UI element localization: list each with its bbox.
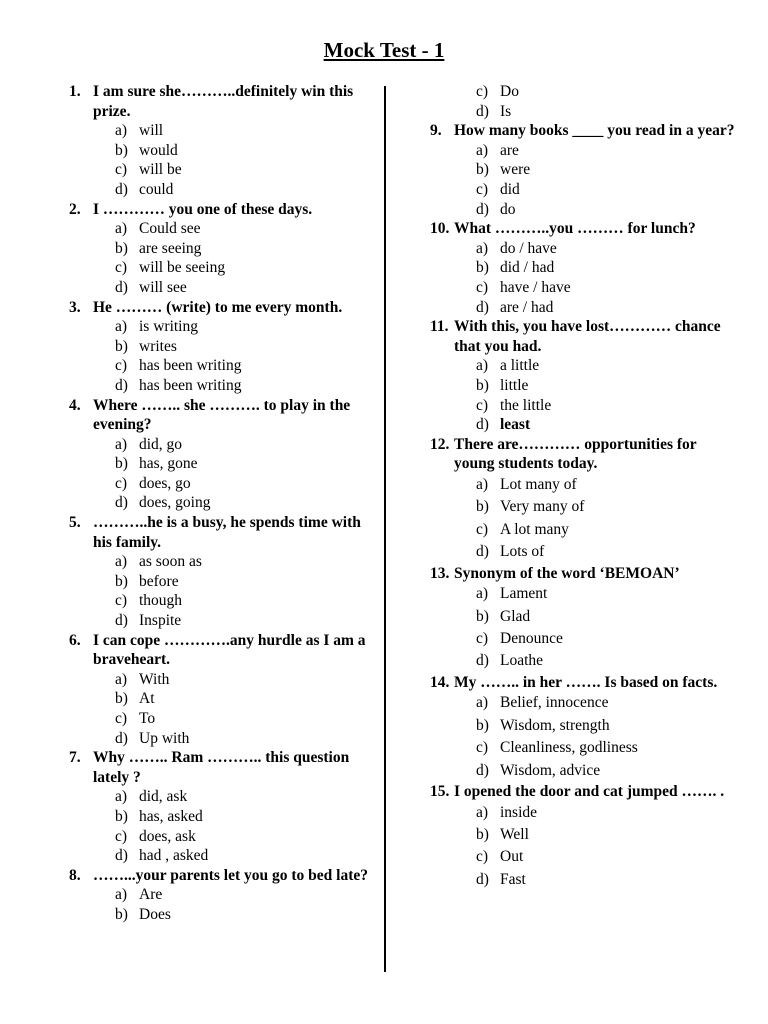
- answer-option: [69, 611, 369, 631]
- question-text: I ………… you one of these days.: [93, 200, 313, 218]
- question-item: [69, 82, 369, 200]
- option-letter: d): [476, 870, 489, 888]
- option-text: Inspite: [139, 612, 182, 630]
- answer-option: [69, 827, 369, 847]
- question-number: 3.: [69, 298, 81, 316]
- answer-option: [430, 200, 740, 220]
- option-text: Wisdom, strength: [500, 716, 610, 734]
- question-text: Synonym of the word ‘BEMOAN’: [454, 564, 680, 582]
- question-text-row: [69, 396, 369, 435]
- question-text: I opened the door and cat jumped ……. .: [454, 782, 725, 800]
- question-text: ………..he is a busy, he spends time with his family.: [93, 514, 361, 551]
- options-list: [430, 583, 740, 673]
- answer-option: [430, 102, 740, 122]
- option-letter: c): [476, 848, 489, 866]
- answer-option: [69, 591, 369, 611]
- option-letter: c): [476, 520, 489, 538]
- options-list: [430, 141, 740, 219]
- answer-option: [69, 787, 369, 807]
- question-text-row: [430, 219, 740, 239]
- question-text-row: [430, 564, 740, 584]
- left-column: [69, 82, 369, 925]
- question-text: Why …….. Ram ……….. this question lately ?: [93, 749, 350, 786]
- options-list: [69, 670, 369, 748]
- option-text: has been writing: [139, 357, 242, 375]
- answer-option: [69, 670, 369, 690]
- question-item: [430, 564, 740, 673]
- option-letter: b): [115, 690, 128, 708]
- option-text: does, ask: [139, 827, 196, 845]
- question-number: 15.: [430, 782, 450, 800]
- options-list: [430, 239, 740, 317]
- answer-option: [69, 317, 369, 337]
- answer-option: [430, 258, 740, 278]
- option-letter: d): [115, 847, 128, 865]
- answer-option: [430, 519, 740, 541]
- answer-option: [430, 160, 740, 180]
- option-letter: b): [476, 498, 489, 516]
- question-number: 2.: [69, 200, 81, 218]
- option-text: does, going: [139, 494, 211, 512]
- answer-option: [69, 219, 369, 239]
- question-item: [69, 513, 369, 631]
- question-text: I can cope ………….any hurdle as I am a braveheart.: [93, 631, 366, 669]
- question-item: [430, 782, 740, 891]
- option-letter: d): [115, 729, 128, 747]
- option-text: Lament: [500, 585, 548, 603]
- option-letter: c): [115, 592, 128, 610]
- answer-option: [69, 729, 369, 749]
- question-number: 11.: [430, 318, 449, 336]
- question-text-row: [69, 200, 369, 220]
- option-text: Do: [500, 83, 519, 100]
- options-list: [430, 474, 740, 564]
- option-text: With: [139, 670, 170, 688]
- options-list: [69, 317, 369, 395]
- answer-option: [69, 180, 369, 200]
- option-text: Is: [500, 102, 512, 120]
- option-text: have / have: [500, 278, 571, 296]
- question-item: [430, 673, 740, 782]
- answer-option: [69, 121, 369, 141]
- answer-option: [430, 583, 740, 605]
- option-letter: a): [115, 553, 128, 571]
- option-text: will be: [139, 161, 182, 179]
- answer-option: [430, 396, 740, 416]
- option-text: will: [139, 122, 164, 140]
- option-letter: c): [115, 161, 128, 179]
- question-number: 7.: [69, 749, 81, 767]
- option-text: Fast: [500, 870, 526, 888]
- option-letter: c): [115, 474, 128, 492]
- option-letter: c): [115, 710, 128, 727]
- option-text: will be seeing: [139, 259, 226, 277]
- answer-option: [69, 435, 369, 455]
- answer-option: [69, 474, 369, 494]
- option-text: did, ask: [139, 788, 188, 806]
- options-list: [430, 692, 740, 782]
- question-text: I am sure she………..definitely win this prize.: [93, 83, 354, 120]
- option-letter: b): [115, 141, 128, 159]
- option-letter: a): [115, 670, 128, 688]
- question-text-row: [69, 82, 369, 121]
- option-letter: b): [476, 161, 489, 179]
- question-text-row: [430, 317, 740, 356]
- question-text-row: [69, 298, 369, 318]
- question-text-row: [69, 631, 369, 670]
- option-text: Loathe: [500, 652, 544, 670]
- option-text: Up with: [139, 729, 190, 747]
- option-letter: d): [476, 543, 489, 561]
- answer-option: [430, 802, 740, 824]
- option-letter: c): [476, 180, 489, 198]
- option-text: will see: [139, 278, 187, 296]
- answer-option: [430, 496, 740, 518]
- option-text: had , asked: [139, 847, 209, 865]
- question-item: [69, 200, 369, 298]
- option-letter: b): [476, 607, 489, 625]
- question-number: 14.: [430, 673, 450, 691]
- question-item: [430, 317, 740, 435]
- answer-option: [69, 709, 369, 729]
- option-letter: d): [476, 416, 489, 434]
- option-text: Well: [500, 825, 529, 843]
- option-text: before: [139, 572, 179, 590]
- option-text: were: [500, 161, 531, 179]
- answer-option: [430, 692, 740, 714]
- question-number: 13.: [430, 564, 450, 582]
- option-letter: c): [476, 739, 489, 757]
- options-list: [430, 802, 740, 892]
- question-item: [430, 121, 740, 219]
- option-letter: d): [115, 612, 128, 630]
- option-text: does, go: [139, 474, 191, 492]
- option-letter: a): [476, 141, 489, 159]
- answer-option: [430, 239, 740, 259]
- option-text: would: [139, 141, 178, 159]
- option-letter: a): [115, 886, 128, 904]
- option-text: least: [500, 416, 531, 434]
- option-text: Denounce: [500, 629, 563, 647]
- option-text: Lots of: [500, 543, 545, 561]
- option-text: has, asked: [139, 807, 203, 825]
- option-letter: c): [476, 278, 489, 296]
- option-letter: a): [115, 788, 128, 806]
- question-text: He ……… (write) to me every month.: [93, 298, 343, 316]
- option-text: did: [500, 180, 520, 198]
- answer-option: [69, 141, 369, 161]
- question-item: [430, 435, 740, 564]
- option-letter: a): [115, 122, 128, 140]
- option-letter: b): [115, 807, 128, 825]
- question-item: [430, 219, 740, 317]
- option-letter: a): [476, 239, 489, 257]
- question-text-row: [69, 748, 369, 787]
- question-number: 1.: [69, 83, 81, 100]
- options-list: [69, 219, 369, 297]
- answer-option: [430, 180, 740, 200]
- answer-option: [430, 760, 740, 782]
- option-letter: b): [115, 905, 128, 923]
- question-item: [69, 748, 369, 866]
- option-letter: a): [476, 694, 489, 712]
- question-number: 4.: [69, 396, 81, 414]
- options-list: [69, 552, 369, 630]
- question-item: [69, 298, 369, 396]
- option-text: are seeing: [139, 239, 202, 257]
- option-text: Are: [139, 886, 163, 904]
- answer-option: [69, 376, 369, 396]
- option-letter: c): [115, 259, 128, 277]
- option-letter: a): [115, 220, 128, 238]
- question-number: 6.: [69, 631, 81, 649]
- option-text: did, go: [139, 435, 183, 453]
- answer-option: [69, 278, 369, 298]
- question-text: With this, you have lost………… chance that you had.: [454, 318, 721, 355]
- option-text: writes: [139, 337, 177, 355]
- option-letter: d): [476, 652, 489, 670]
- option-letter: c): [476, 629, 489, 647]
- option-letter: d): [476, 102, 489, 120]
- answer-option: [69, 356, 369, 376]
- option-letter: d): [115, 180, 128, 198]
- answer-option: [430, 715, 740, 737]
- question-text: What ………..you ……… for lunch?: [454, 220, 696, 238]
- question-text-row: [69, 866, 369, 886]
- question-text-row: [69, 513, 369, 552]
- option-text: are: [500, 141, 519, 159]
- question-item: [69, 631, 369, 749]
- option-letter: a): [476, 475, 489, 493]
- question-number: 10.: [430, 220, 450, 238]
- answer-option: [69, 239, 369, 259]
- option-text: Very many of: [500, 498, 585, 516]
- option-letter: a): [115, 435, 128, 453]
- option-text: Does: [139, 905, 171, 923]
- answer-option: [430, 541, 740, 563]
- option-text: a little: [500, 357, 540, 375]
- question-number: 9.: [430, 122, 442, 140]
- answer-option: [430, 628, 740, 650]
- answer-option: [430, 650, 740, 672]
- options-list: [69, 787, 369, 865]
- option-letter: a): [476, 585, 489, 603]
- option-text: Lot many of: [500, 475, 577, 493]
- option-letter: d): [115, 376, 128, 394]
- answer-option: [69, 807, 369, 827]
- option-text: are / had: [500, 298, 554, 316]
- answer-option: [430, 82, 740, 102]
- option-text: though: [139, 592, 183, 610]
- question-item: [69, 866, 369, 925]
- option-letter: d): [115, 494, 128, 512]
- question-text: My …….. in her ……. Is based on facts.: [454, 673, 718, 691]
- answer-option: [69, 258, 369, 278]
- answer-option: [69, 493, 369, 513]
- option-letter: c): [476, 83, 489, 100]
- option-letter: b): [115, 337, 128, 355]
- option-letter: b): [476, 259, 489, 277]
- answer-option: [69, 337, 369, 357]
- option-letter: d): [476, 200, 489, 218]
- option-text: To: [139, 710, 156, 727]
- answer-option: [430, 824, 740, 846]
- answer-option: [69, 552, 369, 572]
- option-letter: b): [476, 376, 489, 394]
- option-text: did / had: [500, 259, 555, 277]
- question-number: 8.: [69, 866, 81, 884]
- options-list: [69, 885, 369, 924]
- option-letter: a): [476, 357, 489, 375]
- answer-option: [430, 356, 740, 376]
- options-list: [69, 435, 369, 513]
- answer-option: [69, 905, 369, 925]
- option-letter: b): [115, 455, 128, 473]
- option-text: Out: [500, 848, 524, 866]
- continued-options: [430, 82, 740, 121]
- option-text: At: [139, 690, 155, 708]
- option-text: inside: [500, 803, 538, 821]
- option-letter: b): [115, 239, 128, 257]
- answer-option: [430, 141, 740, 161]
- column-divider: [384, 86, 386, 972]
- option-text: Glad: [500, 607, 531, 625]
- option-letter: c): [115, 827, 128, 845]
- answer-option: [430, 869, 740, 891]
- options-list: [430, 356, 740, 434]
- option-text: could: [139, 180, 174, 198]
- page-title: Mock Test - 1: [323, 38, 445, 62]
- option-letter: b): [115, 572, 128, 590]
- option-letter: d): [115, 278, 128, 296]
- answer-option: [69, 689, 369, 709]
- answer-option: [69, 572, 369, 592]
- options-list: [69, 121, 369, 199]
- option-letter: d): [476, 298, 489, 316]
- question-number: 12.: [430, 435, 450, 453]
- answer-option: [430, 415, 740, 435]
- option-text: Wisdom, advice: [500, 761, 601, 779]
- answer-option: [430, 474, 740, 496]
- option-text: A lot many: [500, 520, 569, 538]
- question-text: Where …….. she ………. to play in the evening?: [93, 396, 351, 434]
- question-text: There are………… opportunities for young students today.: [454, 435, 697, 473]
- option-letter: a): [115, 318, 128, 336]
- question-text: ……...your parents let you go to bed late?: [93, 866, 368, 884]
- question-number: 5.: [69, 514, 81, 532]
- option-letter: c): [115, 357, 128, 375]
- option-text: has been writing: [139, 376, 242, 394]
- question-text-row: [430, 782, 740, 802]
- right-column: [430, 82, 740, 891]
- option-text: do: [500, 200, 516, 218]
- answer-option: [69, 454, 369, 474]
- answer-option: [430, 298, 740, 318]
- option-text: Cleanliness, godliness: [500, 739, 638, 757]
- answer-option: [430, 278, 740, 298]
- answer-option: [69, 846, 369, 866]
- option-text: Could see: [139, 220, 201, 238]
- option-text: the little: [500, 396, 552, 414]
- option-text: has, gone: [139, 455, 198, 473]
- option-text: is writing: [139, 318, 198, 336]
- answer-option: [69, 160, 369, 180]
- question-text: How many books ____ you read in a year?: [454, 122, 735, 140]
- question-text-row: [430, 673, 740, 693]
- answer-option: [430, 846, 740, 868]
- answer-option: [430, 737, 740, 759]
- option-text: little: [500, 376, 529, 394]
- question-text-row: [430, 121, 740, 141]
- question-text-row: [430, 435, 740, 474]
- question-item: [69, 396, 369, 514]
- answer-option: [69, 885, 369, 905]
- option-letter: b): [476, 716, 489, 734]
- answer-option: [430, 606, 740, 628]
- option-text: Belief, innocence: [500, 694, 609, 712]
- option-letter: b): [476, 825, 489, 843]
- option-text: do / have: [500, 239, 557, 257]
- option-letter: d): [476, 761, 489, 779]
- answer-option: [430, 376, 740, 396]
- option-letter: a): [476, 803, 489, 821]
- option-letter: c): [476, 396, 489, 414]
- option-text: as soon as: [139, 553, 202, 571]
